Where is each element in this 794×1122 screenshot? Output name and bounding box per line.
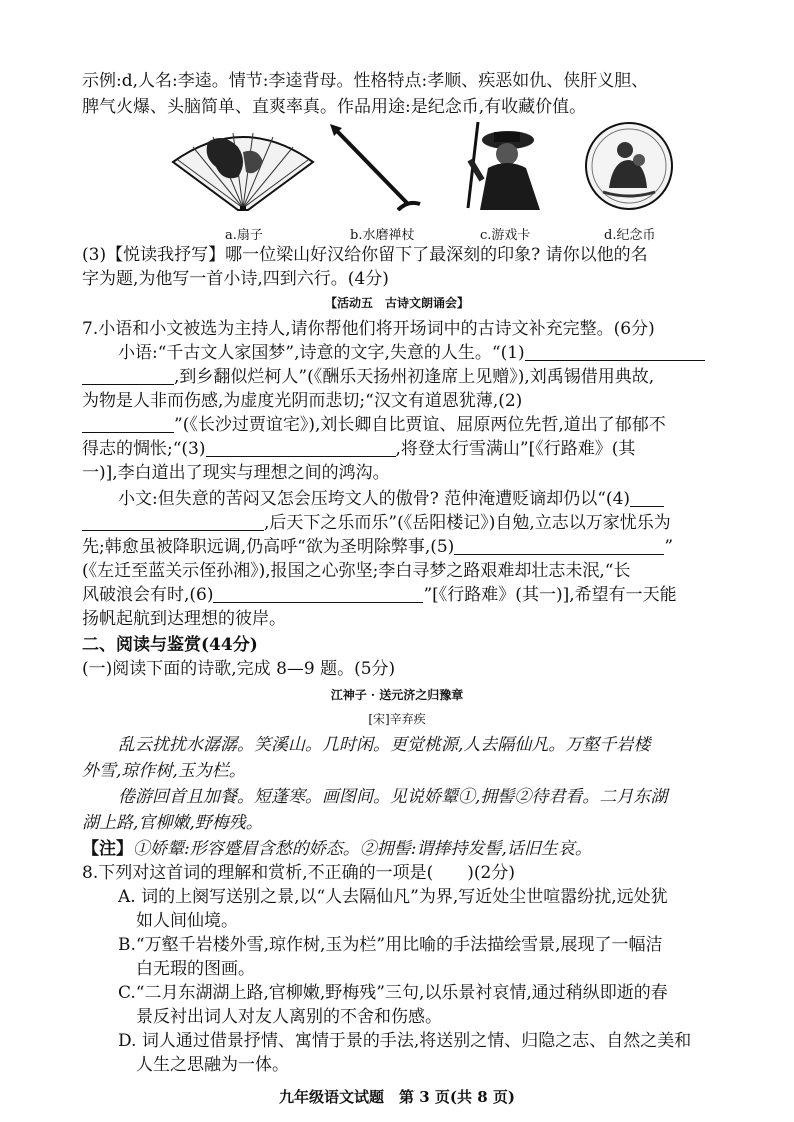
- activity-5-heading: 【活动五 古诗文朗诵会】: [324, 296, 469, 310]
- option-a-line-1[interactable]: A. 词的上阕写送别之景,以“人去隔仙凡”为界,写近处尘世喧嚣纷扰,远处犹: [118, 887, 668, 907]
- page-footer: 九年级语文试题 第 3 页(共 8 页): [279, 1088, 515, 1106]
- answer-blank-3[interactable]: [206, 439, 396, 457]
- poem-line-4: 湖上路,官柳嫩,野梅残。: [82, 813, 263, 833]
- option-c-line-1[interactable]: C.“二月东湖湖上路,官柳嫩,野梅残”三句,以乐景衬哀情,通过稍纵即逝的春: [118, 983, 668, 1003]
- coin-icon: [583, 120, 675, 212]
- q7-p2-line-2: ,后天下之乐而乐”(《岳阳楼记》)自勉,立志以万家忧乐为: [82, 512, 671, 534]
- answer-blank-5[interactable]: [454, 537, 664, 555]
- answer-blank-4[interactable]: [630, 489, 664, 507]
- image-caption-b: b.水磨禅杖: [350, 228, 415, 243]
- option-a-line-2: 如人间仙境。: [136, 911, 238, 931]
- image-caption-a: a.扇子: [225, 228, 263, 243]
- answer-blank-4-cont[interactable]: [82, 513, 264, 531]
- option-d-line-2: 人生之思融为一体。: [136, 1055, 289, 1075]
- q7-p2-line-5: 风破浪会有时,(6) ”[《行路难》(其一)],希望有一天能: [82, 585, 677, 605]
- answer-blank-1-cont[interactable]: [82, 367, 174, 385]
- part-1-instruction: (一)阅读下面的诗歌,完成 8—9 题。(5分): [82, 659, 396, 679]
- example-line-2: 脾气火爆、头脑简单、直爽率真。作品用途:是纪念币,有收藏价值。: [82, 97, 587, 117]
- q7-p2-line-1: 小文:但失意的苦闷又怎会压垮文人的傲骨? 范仲淹遭贬谪却仍以“(4): [118, 488, 664, 510]
- example-line-1: 示例:d,人名:李逵。情节:李逵背母。性格特点:孝顺、疾恶如仇、侠肝义胆、: [82, 71, 649, 91]
- poem-title: 江神子 · 送元济之归豫章: [330, 688, 464, 702]
- section-2-heading: 二、阅读与鉴赏(44分): [82, 635, 258, 655]
- answer-blank-1[interactable]: [525, 343, 705, 361]
- poem-line-1: 乱云扰扰水潺潺。笑溪山。几时闲。更觉桃源,人去隔仙凡。万壑千岩楼: [118, 735, 651, 755]
- answer-blank-2[interactable]: [82, 415, 174, 433]
- question-7-stem: 7.小语和小文被选为主持人,请你帮他们将开场词中的古诗文补充完整。(6分): [82, 319, 655, 339]
- answer-blank-6[interactable]: [213, 585, 423, 603]
- image-caption-d: d.纪念币: [604, 228, 656, 243]
- image-caption-c: c.游戏卡: [480, 228, 531, 243]
- staff-icon: [328, 122, 423, 217]
- q7-p1-line-4: ”(《长沙过贾谊宅》),刘长卿自比贾谊、屈原两位先哲,道出了郁郁不: [82, 414, 666, 436]
- poem-note: 【注】①娇颦:形容蹙眉含愁的娇态。②拥髻:谓捧持发髻,话旧生哀。: [82, 839, 592, 859]
- option-c-line-2: 景反衬出词人对友人离别的不舍和伤感。: [136, 1007, 442, 1027]
- q7-p1-line-6: 一)],李白道出了现实与理想之间的鸿沟。: [82, 463, 390, 483]
- question-8-stem: 8.下列对这首词的理解和赏析,不正确的一项是( )(2分): [82, 863, 515, 883]
- poem-line-2: 外雪,琼作树,玉为栏。: [82, 761, 246, 781]
- game-card-icon: [460, 120, 546, 210]
- option-b-line-2: 白无瑕的图画。: [136, 959, 255, 979]
- q7-p2-line-6: 扬帆起航到达理想的彼岸。: [82, 609, 286, 629]
- q7-p1-line-2: ,到乡翻似烂柯人”(《酬乐天扬州初逢席上见赠》),刘禹锡借用典故,: [82, 366, 654, 388]
- q7-p1-line-1: 小语:“千古文人家国梦”,诗意的文字,失意的人生。“(1): [118, 342, 705, 364]
- fan-icon: [168, 122, 318, 212]
- question-3-line-2: 字为题,为他写一首小诗,四到六行。(4分): [82, 269, 389, 289]
- q7-p1-line-5: 得志的惆怅;“(3) ,将登太行雪满山”[《行路难》(其: [82, 439, 636, 459]
- question-3-line-1: (3)【悦读我抒写】哪一位梁山好汉给你留下了最深刻的印象? 请你以他的名: [82, 245, 648, 265]
- poem-author: [宋]辛弃疾: [368, 712, 426, 726]
- q7-p2-line-4: (《左迁至蓝关示侄孙湘》),报国之心弥坚;李白寻梦之路艰难却壮志未泯,“长: [82, 561, 631, 581]
- option-b-line-1[interactable]: B.“万壑千岩楼外雪,琼作树,玉为栏”用比喻的手法描绘雪景,展现了一幅洁: [118, 935, 663, 955]
- q7-p1-line-3: 为物是人非而伤感,为虚度光阴而悲切;“汉文有道恩犹薄,(2): [82, 391, 523, 411]
- poem-line-3: 倦游回首且加餐。短蓬寒。画图间。见说娇颦①,拥髻②待君看。二月东湖: [118, 787, 668, 807]
- q7-p2-line-3: 先;韩愈虽被降职远调,仍高呼“欲为圣明除弊事,(5) ”: [82, 537, 674, 557]
- option-d-line-1[interactable]: D. 词人通过借景抒情、寓情于景的手法,将送别之情、归隐之志、自然之美和: [118, 1031, 692, 1051]
